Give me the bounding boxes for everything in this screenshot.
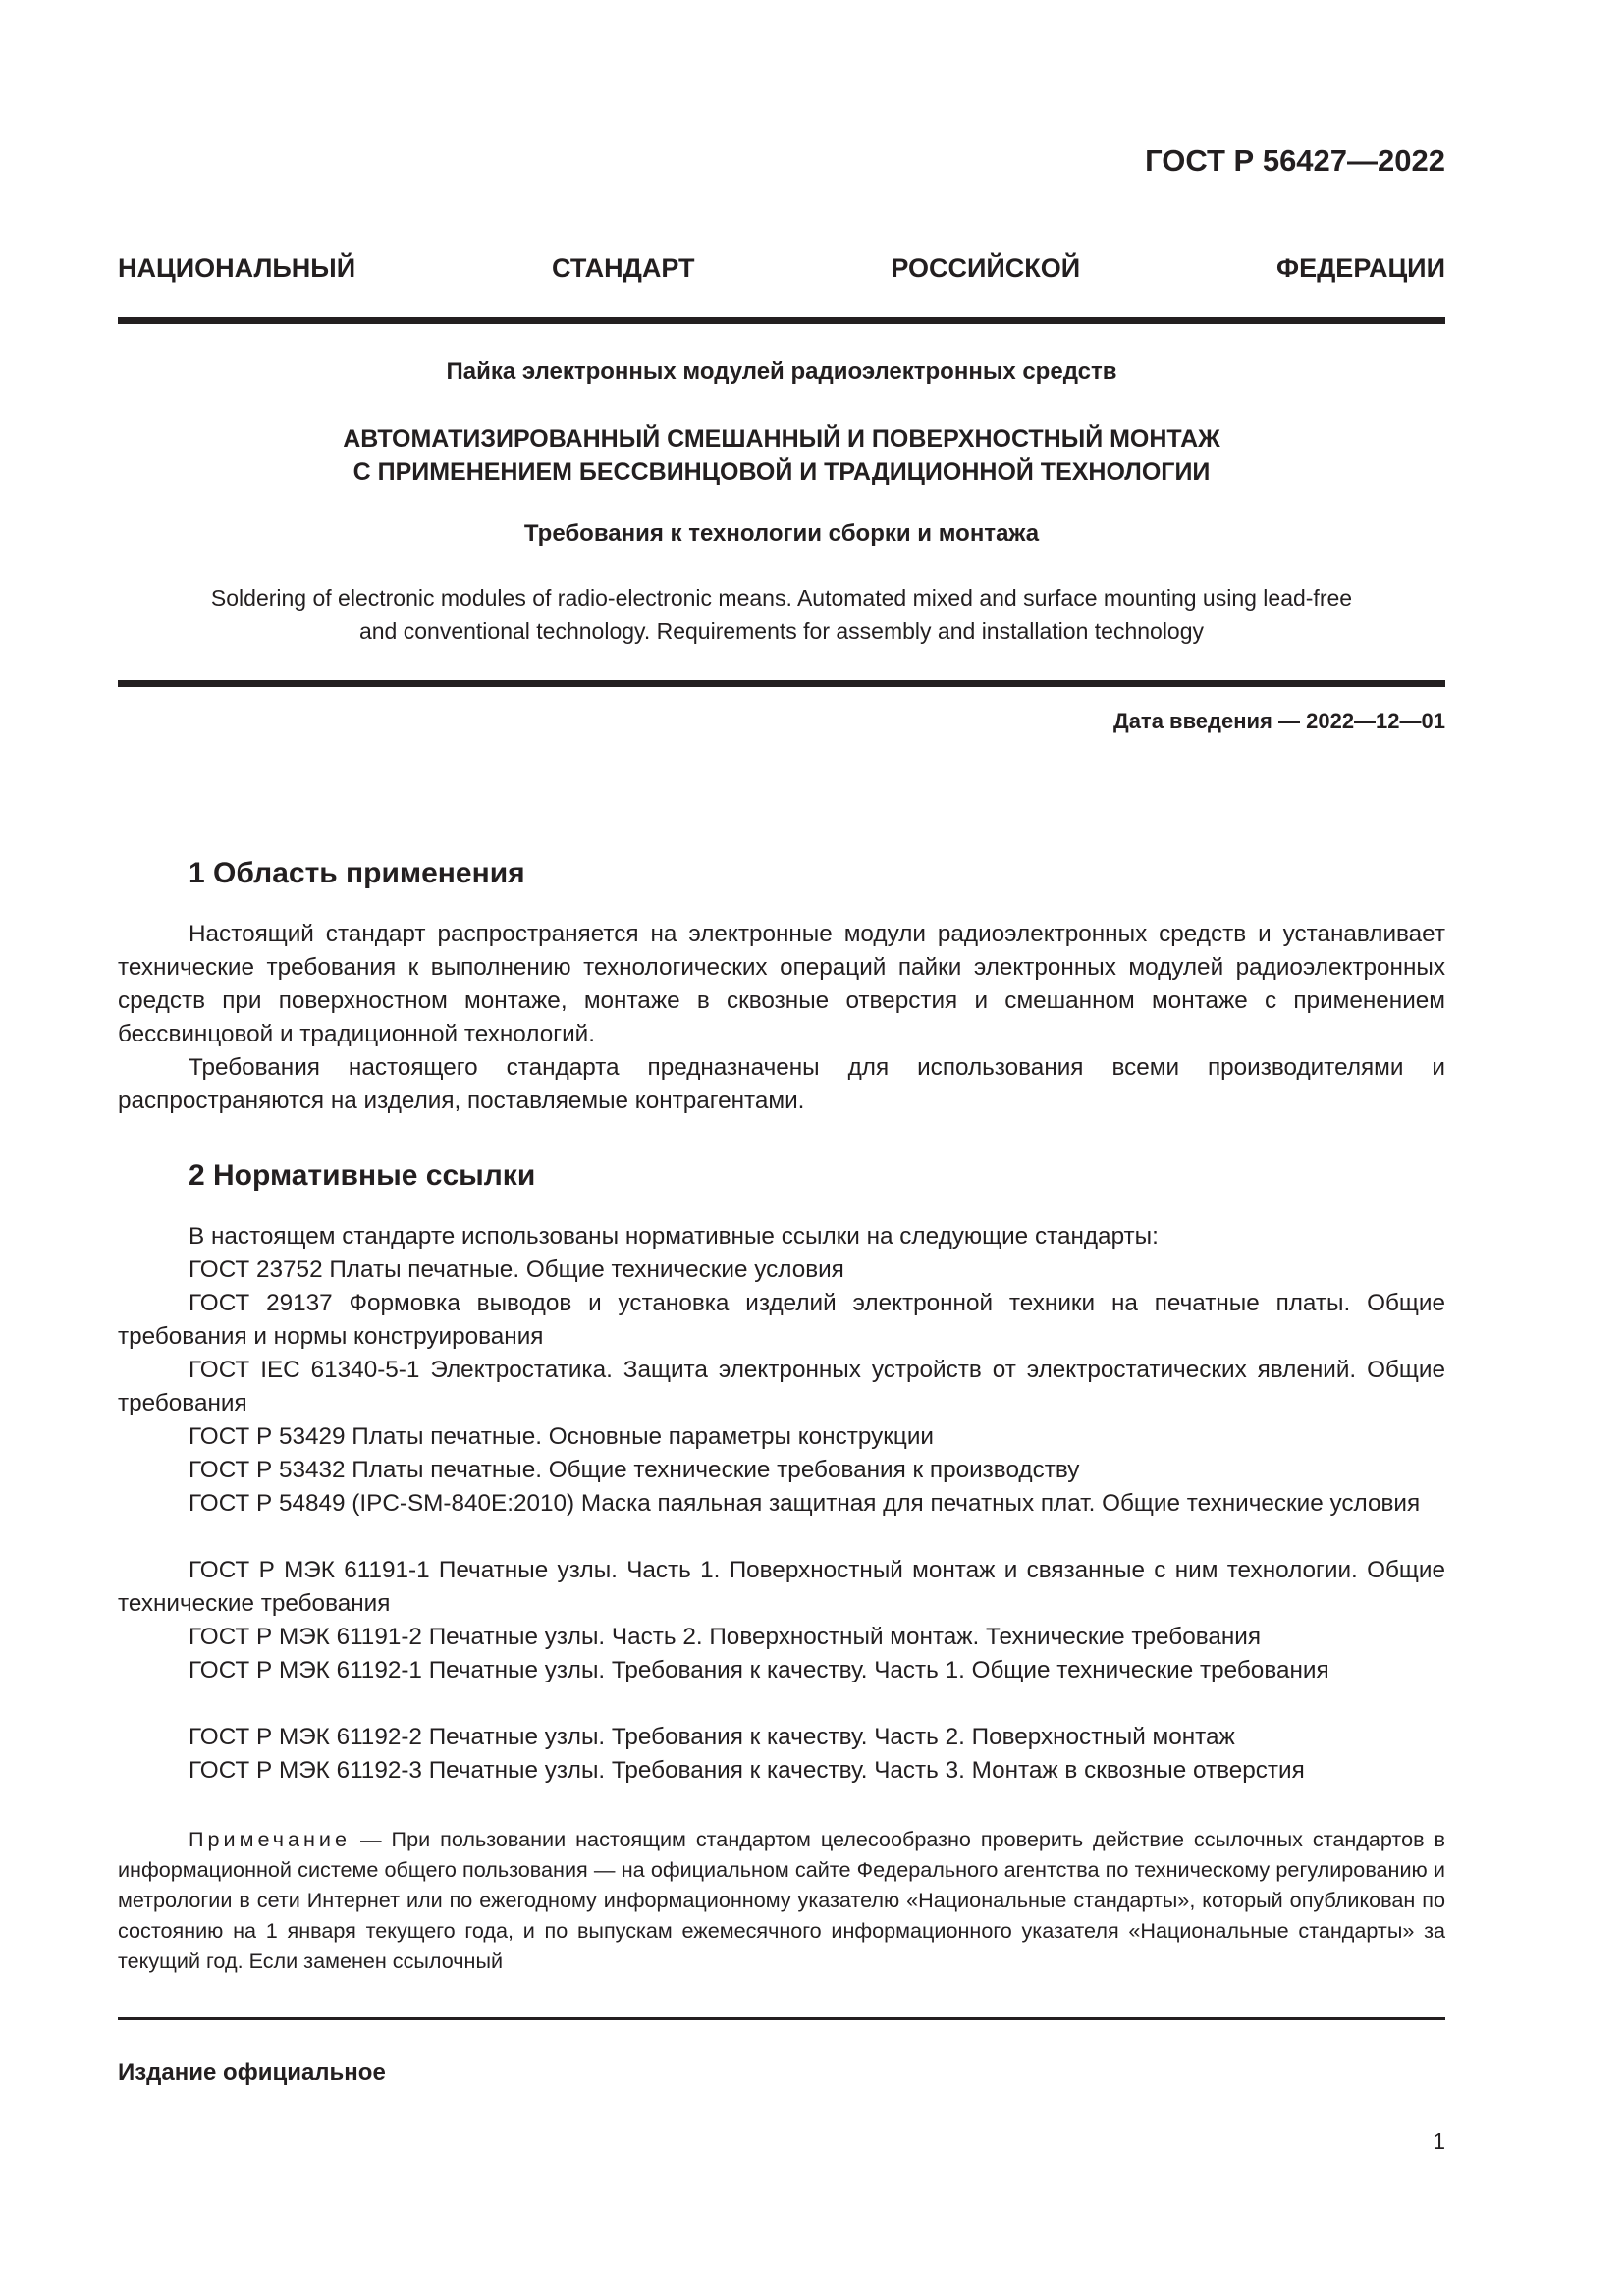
official-edition-label: Издание официальное (118, 2059, 386, 2086)
references-note (118, 1824, 1445, 1976)
section-1-paragraph-1: Настоящий стандарт распространяется на электронные модули радиоэлектронных средств и устанавливает технические требования к выполнению технологических операций пайки электронных модулей радиоэлектронных средств при поверхностном монтаже, монтаже в сквозные отверстия и смешанном монтаже с применением бессвинцовой и традиционной технологий. (118, 921, 1445, 1047)
reference-item: ГОСТ Р МЭК 61191-1 Печатные узлы. Часть 1. Поверхностный монтаж и связанные с ним технологии. Общие технические требования (118, 1557, 1445, 1617)
note-label: Примечание (189, 1827, 351, 1851)
section-2-heading: 2 Нормативные ссылки (189, 1159, 536, 1192)
main-title-line-2: С ПРИМЕНЕНИЕМ БЕССВИНЦОВОЙ И ТРАДИЦИОННОЙ ТЕХНОЛОГИИ (352, 458, 1211, 486)
english-title (118, 581, 1445, 648)
reference-item: ГОСТ 29137 Формовка выводов и установка изделий электронной техники на печатные платы. Общие требования и нормы конструирования (118, 1290, 1445, 1350)
title-rule (118, 680, 1445, 687)
page-number: 1 (1433, 2128, 1445, 2154)
reference-item: ГОСТ IEC 61340-5-1 Электростатика. Защита электронных устройств от электростатических явлений. Общие требования (118, 1357, 1445, 1416)
national-standard-banner: НАЦИОНАЛЬНЫЙ СТАНДАРТ РОССИЙСКОЙ ФЕДЕРАЦИИ (118, 253, 1445, 283)
reference-item: ГОСТ Р МЭК 61192-1 Печатные узлы. Требования к качеству. Часть 1. Общие технические требования (189, 1657, 1329, 1683)
footer-rule (118, 2017, 1445, 2020)
note-text: — При пользовании настоящим стандартом целесообразно проверить действие ссылочных стандартов в информационной системе общего пользования — на официальном сайте Федерального агентства по техническому регулированию и метрологии в сети Интернет или по ежегодному информационному указателю «Национальные стандарты», который опубликован по состоянию на 1 января текущего года, и по выпускам ежемесячного информационного указателя «Национальные стандарты» за текущий год. Если заменен ссылочный (118, 1827, 1445, 1973)
reference-item: ГОСТ Р 53429 Платы печатные. Основные параметры конструкции (189, 1423, 934, 1450)
reference-item: ГОСТ Р МЭК 61191-2 Печатные узлы. Часть 2. Поверхностный монтаж. Технические требования (189, 1624, 1262, 1650)
english-title-line-2: and conventional technology. Requirements for assembly and installation technology (358, 618, 1205, 644)
section-1-heading: 1 Область применения (189, 857, 525, 889)
document-number: ГОСТ Р 56427—2022 (1145, 143, 1445, 178)
document-page (118, 0, 1445, 2296)
section-1-paragraph-2: Требования настоящего стандарта предназначены для использования всеми производителями и распространяются на изделия, поставляемые контрагентами. (118, 1054, 1445, 1114)
document-main-title (118, 422, 1445, 489)
introduction-date: Дата введения — 2022—12—01 (1113, 709, 1445, 733)
reference-item: ГОСТ Р МЭК 61192-3 Печатные узлы. Требования к качеству. Часть 3. Монтаж в сквозные отверстия (189, 1757, 1305, 1784)
reference-item: ГОСТ Р 54849 (IPC-SM-840E:2010) Маска паяльная защитная для печатных плат. Общие технические условия (189, 1490, 1421, 1517)
reference-item: ГОСТ 23752 Платы печатные. Общие технические условия (189, 1256, 844, 1283)
requirements-title: Требования к технологии сборки и монтажа (523, 520, 1040, 547)
main-title-line-1: АВТОМАТИЗИРОВАННЫЙ СМЕШАННЫЙ И ПОВЕРХНОСТНЫЙ МОНТАЖ (343, 425, 1220, 453)
document-subtitle: Пайка электронных модулей радиоэлектронных средств (446, 358, 1117, 385)
top-rule (118, 317, 1445, 324)
references-intro: В настоящем стандарте использованы нормативные ссылки на следующие стандарты: (189, 1223, 1159, 1250)
reference-item: ГОСТ Р МЭК 61192-2 Печатные узлы. Требования к качеству. Часть 2. Поверхностный монтаж (189, 1724, 1235, 1750)
reference-item: ГОСТ Р 53432 Платы печатные. Общие технические требования к производству (189, 1457, 1080, 1483)
english-title-line-1: Soldering of electronic modules of radio-electronic means. Automated mixed and surface mounting using lead-free (210, 585, 1353, 611)
